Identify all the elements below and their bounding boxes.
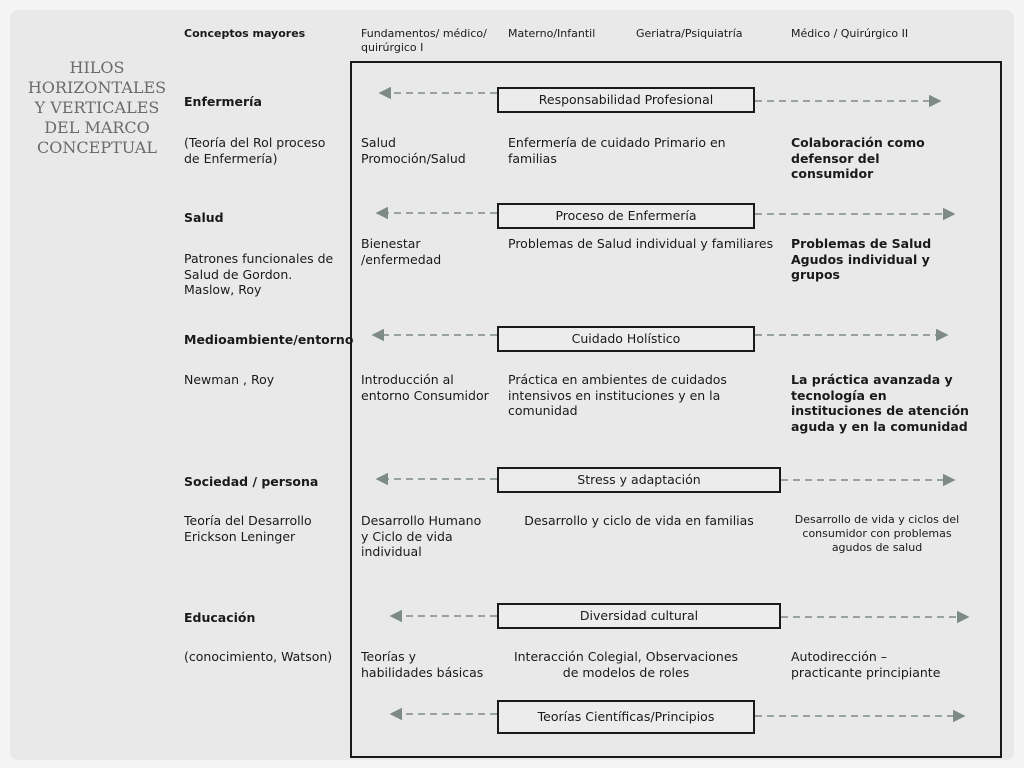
cell-row5-col2: Interacción Colegial, Observaciones de modelos de roles [513,649,739,680]
theory-row-1: (Teoría del Rol proceso de Enfermería) [184,135,326,166]
cell-row2-col1: Bienestar /enfermedad [361,236,442,267]
cell-row1-col2: Enfermería de cuidado Primario en familias [508,135,726,166]
cell-row2-col4: Problemas de Salud Agudos individual y grupos [791,236,932,282]
box-cuidado: Cuidado Holístico [497,326,755,352]
concept-salud: Salud [184,210,224,225]
box-proceso: Proceso de Enfermería [497,203,755,229]
cell-row4-col2: Desarrollo y ciclo de vida en familias [524,513,754,528]
cell-row1-col1: Salud Promoción/Salud [361,135,466,166]
cell-row5-col1: Teorías y habilidades básicas [361,649,484,680]
theory-row-3: Newman , Roy [184,372,275,387]
cell-row3-col4: La práctica avanzada y tecnología en instituciones de atención aguda y en la comunidad [791,372,969,434]
concept-medioambiente: Medioambiente/entorno [184,332,354,347]
header-col3: Geriatra/Psiquiatría [636,27,743,40]
concept-sociedad: Sociedad / persona [184,474,319,489]
slide-title: HILOS HORIZONTALES Y VERTICALES DEL MARCO CONCEPTUAL [27,58,167,157]
theory-row-5: (conocimiento, Watson) [184,649,333,664]
theory-row-4: Teoría del Desarrollo Erickson Leninger [184,513,312,544]
header-col1: Fundamentos/ médico/ quirúrgico I [361,27,487,54]
header-conceptos: Conceptos mayores [184,27,306,40]
cell-row1-col4: Colaboración como defensor del consumidor [791,135,925,181]
box-diversidad: Diversidad cultural [497,603,781,629]
box-responsabilidad: Responsabilidad Profesional [497,87,755,113]
cell-row2-col2: Problemas de Salud individual y familiares [508,236,774,251]
box-teorias: Teorías Científicas/Principios [497,700,755,734]
cell-row4-col1: Desarrollo Humano y Ciclo de vida individual [361,513,482,559]
box-stress: Stress y adaptación [497,467,781,493]
concept-educacion: Educación [184,610,256,625]
header-col4: Médico / Quirúrgico II [791,27,909,40]
cell-row3-col1: Introducción al entorno Consumidor [361,372,489,403]
cell-row4-col4: Desarrollo de vida y ciclos del consumidor con problemas agudos de salud [794,513,960,554]
concept-enfermeria: Enfermería [184,94,262,109]
cell-row5-col4: Autodirección – practicante principiante [791,649,941,680]
header-col2: Materno/Infantil [508,27,596,40]
theory-row-2: Patrones funcionales de Salud de Gordon. Maslow, Roy [184,251,334,297]
cell-row3-col2: Práctica en ambientes de cuidados intensivos en instituciones y en la comunidad [508,372,727,418]
